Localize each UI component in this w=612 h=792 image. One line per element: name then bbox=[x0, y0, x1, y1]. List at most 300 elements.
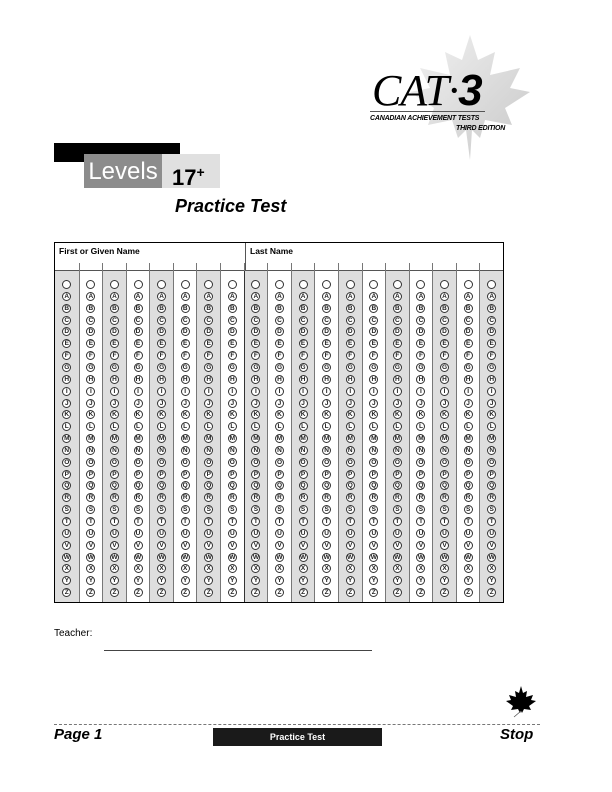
bubble-b[interactable]: B bbox=[393, 304, 402, 313]
bubble-h[interactable]: H bbox=[110, 375, 119, 384]
bubble-p[interactable]: P bbox=[228, 470, 237, 479]
bubble-u[interactable]: U bbox=[204, 529, 213, 538]
bubble-q[interactable]: Q bbox=[276, 482, 283, 490]
bubble-y[interactable]: Y bbox=[110, 576, 119, 585]
bubble-t[interactable]: T bbox=[440, 517, 449, 526]
bubble-d[interactable]: D bbox=[204, 327, 213, 336]
bubble-o[interactable]: O bbox=[229, 458, 235, 466]
bubble-q[interactable]: Q bbox=[371, 482, 377, 490]
bubble-v[interactable]: V bbox=[299, 541, 308, 550]
bubble-blank[interactable] bbox=[440, 280, 449, 289]
bubble-t[interactable]: T bbox=[346, 517, 355, 526]
bubble-d[interactable]: D bbox=[181, 327, 190, 336]
bubble-k[interactable]: K bbox=[110, 410, 119, 419]
bubble-i[interactable]: I bbox=[204, 387, 213, 396]
bubble-h[interactable]: H bbox=[181, 375, 190, 384]
bubble-s[interactable]: S bbox=[251, 505, 260, 514]
bubble-y[interactable]: Y bbox=[228, 576, 237, 585]
bubble-d[interactable]: D bbox=[322, 327, 331, 336]
bubble-x[interactable]: X bbox=[440, 564, 449, 573]
bubble-t[interactable]: T bbox=[228, 517, 237, 526]
bubble-blank[interactable] bbox=[204, 280, 213, 289]
bubble-b[interactable]: B bbox=[416, 304, 425, 313]
bubble-v[interactable]: V bbox=[62, 541, 71, 550]
bubble-p[interactable]: P bbox=[86, 470, 95, 479]
bubble-z[interactable]: Z bbox=[393, 588, 402, 597]
bubble-m[interactable]: M bbox=[488, 435, 495, 443]
bubble-blank[interactable] bbox=[134, 280, 143, 289]
bubble-n[interactable]: N bbox=[487, 446, 496, 455]
bubble-i[interactable]: I bbox=[393, 387, 402, 396]
bubble-x[interactable]: X bbox=[299, 564, 308, 573]
bubble-b[interactable]: B bbox=[251, 304, 260, 313]
bubble-e[interactable]: E bbox=[228, 339, 237, 348]
bubble-c[interactable]: C bbox=[275, 316, 284, 325]
bubble-z[interactable]: Z bbox=[416, 588, 425, 597]
bubble-s[interactable]: S bbox=[157, 505, 166, 514]
bubble-w[interactable]: W bbox=[87, 553, 94, 561]
bubble-g[interactable]: G bbox=[88, 363, 94, 371]
bubble-k[interactable]: K bbox=[393, 410, 402, 419]
bubble-s[interactable]: S bbox=[487, 505, 496, 514]
bubble-j[interactable]: J bbox=[464, 399, 473, 408]
bubble-s[interactable]: S bbox=[275, 505, 284, 514]
bubble-f[interactable]: F bbox=[416, 351, 425, 360]
bubble-q[interactable]: Q bbox=[111, 482, 117, 490]
bubble-f[interactable]: F bbox=[204, 351, 213, 360]
bubble-u[interactable]: U bbox=[110, 529, 119, 538]
bubble-f[interactable]: F bbox=[181, 351, 190, 360]
bubble-d[interactable]: D bbox=[416, 327, 425, 336]
bubble-i[interactable]: I bbox=[62, 387, 71, 396]
bubble-c[interactable]: C bbox=[228, 316, 237, 325]
bubble-l[interactable]: L bbox=[86, 422, 95, 431]
bubble-v[interactable]: V bbox=[416, 541, 425, 550]
bubble-h[interactable]: H bbox=[157, 375, 166, 384]
bubble-h[interactable]: H bbox=[440, 375, 449, 384]
bubble-m[interactable]: M bbox=[206, 435, 212, 443]
bubble-p[interactable]: P bbox=[393, 470, 402, 479]
bubble-t[interactable]: T bbox=[204, 517, 213, 526]
bubble-l[interactable]: L bbox=[204, 422, 213, 431]
bubble-b[interactable]: B bbox=[62, 304, 71, 313]
bubble-y[interactable]: Y bbox=[181, 576, 190, 585]
bubble-e[interactable]: E bbox=[181, 339, 190, 348]
bubble-s[interactable]: S bbox=[346, 505, 355, 514]
bubble-o[interactable]: O bbox=[489, 458, 495, 466]
bubble-a[interactable]: A bbox=[393, 292, 402, 301]
bubble-x[interactable]: X bbox=[346, 564, 355, 573]
bubble-x[interactable]: X bbox=[157, 564, 166, 573]
bubble-b[interactable]: B bbox=[181, 304, 190, 313]
bubble-g[interactable]: G bbox=[64, 363, 70, 371]
bubble-w[interactable]: W bbox=[394, 553, 401, 561]
bubble-b[interactable]: B bbox=[157, 304, 166, 313]
bubble-q[interactable]: Q bbox=[442, 482, 448, 490]
bubble-i[interactable]: I bbox=[275, 387, 284, 396]
bubble-b[interactable]: B bbox=[228, 304, 237, 313]
bubble-x[interactable]: X bbox=[464, 564, 473, 573]
bubble-i[interactable]: I bbox=[440, 387, 449, 396]
bubble-j[interactable]: J bbox=[416, 399, 425, 408]
bubble-d[interactable]: D bbox=[86, 327, 95, 336]
bubble-v[interactable]: V bbox=[369, 541, 378, 550]
bubble-d[interactable]: D bbox=[62, 327, 71, 336]
bubble-g[interactable]: G bbox=[206, 363, 212, 371]
bubble-i[interactable]: I bbox=[416, 387, 425, 396]
bubble-t[interactable]: T bbox=[299, 517, 308, 526]
bubble-z[interactable]: Z bbox=[251, 588, 260, 597]
bubble-s[interactable]: S bbox=[416, 505, 425, 514]
bubble-t[interactable]: T bbox=[62, 517, 71, 526]
bubble-f[interactable]: F bbox=[487, 351, 496, 360]
bubble-a[interactable]: A bbox=[487, 292, 496, 301]
bubble-s[interactable]: S bbox=[86, 505, 95, 514]
bubble-a[interactable]: A bbox=[464, 292, 473, 301]
bubble-u[interactable]: U bbox=[275, 529, 284, 538]
bubble-g[interactable]: G bbox=[324, 363, 330, 371]
bubble-t[interactable]: T bbox=[181, 517, 190, 526]
bubble-g[interactable]: G bbox=[489, 363, 495, 371]
bubble-s[interactable]: S bbox=[322, 505, 331, 514]
bubble-g[interactable]: G bbox=[111, 363, 117, 371]
bubble-f[interactable]: F bbox=[86, 351, 95, 360]
bubble-d[interactable]: D bbox=[440, 327, 449, 336]
bubble-t[interactable]: T bbox=[369, 517, 378, 526]
bubble-x[interactable]: X bbox=[275, 564, 284, 573]
bubble-c[interactable]: C bbox=[346, 316, 355, 325]
teacher-input-line[interactable] bbox=[104, 650, 372, 651]
bubble-d[interactable]: D bbox=[110, 327, 119, 336]
bubble-k[interactable]: K bbox=[228, 410, 237, 419]
bubble-b[interactable]: B bbox=[440, 304, 449, 313]
bubble-j[interactable]: J bbox=[487, 399, 496, 408]
bubble-v[interactable]: V bbox=[110, 541, 119, 550]
bubble-e[interactable]: E bbox=[346, 339, 355, 348]
bubble-w[interactable]: W bbox=[205, 553, 212, 561]
bubble-w[interactable]: W bbox=[158, 553, 165, 561]
bubble-g[interactable]: G bbox=[135, 363, 141, 371]
bubble-z[interactable]: Z bbox=[299, 588, 308, 597]
bubble-u[interactable]: U bbox=[251, 529, 260, 538]
bubble-n[interactable]: N bbox=[440, 446, 449, 455]
bubble-n[interactable]: N bbox=[346, 446, 355, 455]
bubble-h[interactable]: H bbox=[275, 375, 284, 384]
bubble-r[interactable]: R bbox=[487, 493, 496, 502]
bubble-h[interactable]: H bbox=[369, 375, 378, 384]
bubble-h[interactable]: H bbox=[62, 375, 71, 384]
bubble-v[interactable]: V bbox=[181, 541, 190, 550]
bubble-f[interactable]: F bbox=[464, 351, 473, 360]
bubble-d[interactable]: D bbox=[251, 327, 260, 336]
bubble-w[interactable]: W bbox=[63, 553, 70, 561]
bubble-c[interactable]: C bbox=[181, 316, 190, 325]
bubble-l[interactable]: L bbox=[346, 422, 355, 431]
bubble-e[interactable]: E bbox=[440, 339, 449, 348]
bubble-s[interactable]: S bbox=[204, 505, 213, 514]
bubble-j[interactable]: J bbox=[86, 399, 95, 408]
bubble-l[interactable]: L bbox=[110, 422, 119, 431]
bubble-l[interactable]: L bbox=[181, 422, 190, 431]
bubble-f[interactable]: F bbox=[322, 351, 331, 360]
bubble-w[interactable]: W bbox=[323, 553, 330, 561]
bubble-o[interactable]: O bbox=[324, 458, 330, 466]
bubble-q[interactable]: Q bbox=[489, 482, 495, 490]
bubble-i[interactable]: I bbox=[346, 387, 355, 396]
bubble-t[interactable]: T bbox=[251, 517, 260, 526]
bubble-f[interactable]: F bbox=[228, 351, 237, 360]
bubble-v[interactable]: V bbox=[464, 541, 473, 550]
bubble-i[interactable]: I bbox=[181, 387, 190, 396]
bubble-l[interactable]: L bbox=[369, 422, 378, 431]
bubble-k[interactable]: K bbox=[157, 410, 166, 419]
bubble-o[interactable]: O bbox=[276, 458, 283, 466]
bubble-x[interactable]: X bbox=[204, 564, 213, 573]
bubble-a[interactable]: A bbox=[134, 292, 143, 301]
bubble-q[interactable]: Q bbox=[182, 482, 188, 490]
bubble-c[interactable]: C bbox=[157, 316, 166, 325]
bubble-q[interactable]: Q bbox=[88, 482, 94, 490]
bubble-i[interactable]: I bbox=[134, 387, 143, 396]
bubble-i[interactable]: I bbox=[86, 387, 95, 396]
bubble-y[interactable]: Y bbox=[62, 576, 71, 585]
bubble-x[interactable]: X bbox=[416, 564, 425, 573]
bubble-blank[interactable] bbox=[157, 280, 166, 289]
bubble-j[interactable]: J bbox=[346, 399, 355, 408]
bubble-p[interactable]: P bbox=[110, 470, 119, 479]
bubble-u[interactable]: U bbox=[322, 529, 331, 538]
bubble-q[interactable]: Q bbox=[64, 482, 70, 490]
bubble-r[interactable]: R bbox=[110, 493, 119, 502]
bubble-w[interactable]: W bbox=[276, 553, 283, 561]
bubble-g[interactable]: G bbox=[300, 363, 306, 371]
bubble-n[interactable]: N bbox=[299, 446, 308, 455]
bubble-v[interactable]: V bbox=[228, 541, 237, 550]
bubble-q[interactable]: Q bbox=[418, 482, 424, 490]
bubble-a[interactable]: A bbox=[86, 292, 95, 301]
bubble-blank[interactable] bbox=[228, 280, 237, 289]
bubble-c[interactable]: C bbox=[464, 316, 473, 325]
bubble-m[interactable]: M bbox=[465, 435, 471, 443]
bubble-b[interactable]: B bbox=[322, 304, 331, 313]
bubble-l[interactable]: L bbox=[134, 422, 143, 431]
bubble-h[interactable]: H bbox=[393, 375, 402, 384]
bubble-z[interactable]: Z bbox=[487, 588, 496, 597]
bubble-w[interactable]: W bbox=[134, 553, 142, 561]
bubble-e[interactable]: E bbox=[464, 339, 473, 348]
bubble-t[interactable]: T bbox=[487, 517, 496, 526]
bubble-r[interactable]: R bbox=[62, 493, 71, 502]
bubble-k[interactable]: K bbox=[346, 410, 355, 419]
bubble-g[interactable]: G bbox=[347, 363, 353, 371]
bubble-p[interactable]: P bbox=[464, 470, 473, 479]
bubble-f[interactable]: F bbox=[157, 351, 166, 360]
bubble-u[interactable]: U bbox=[181, 529, 190, 538]
bubble-r[interactable]: R bbox=[322, 493, 331, 502]
bubble-h[interactable]: H bbox=[134, 375, 143, 384]
bubble-blank[interactable] bbox=[393, 280, 402, 289]
bubble-i[interactable]: I bbox=[464, 387, 473, 396]
bubble-c[interactable]: C bbox=[86, 316, 95, 325]
bubble-e[interactable]: E bbox=[110, 339, 119, 348]
bubble-r[interactable]: R bbox=[134, 493, 143, 502]
bubble-m[interactable]: M bbox=[182, 435, 188, 443]
bubble-a[interactable]: A bbox=[346, 292, 355, 301]
bubble-s[interactable]: S bbox=[134, 505, 143, 514]
bubble-j[interactable]: J bbox=[251, 399, 260, 408]
bubble-q[interactable]: Q bbox=[324, 482, 330, 490]
bubble-i[interactable]: I bbox=[110, 387, 119, 396]
bubble-z[interactable]: Z bbox=[322, 588, 331, 597]
bubble-f[interactable]: F bbox=[62, 351, 71, 360]
bubble-j[interactable]: J bbox=[134, 399, 143, 408]
bubble-p[interactable]: P bbox=[416, 470, 425, 479]
bubble-p[interactable]: P bbox=[62, 470, 71, 479]
bubble-r[interactable]: R bbox=[228, 493, 237, 502]
bubble-e[interactable]: E bbox=[204, 339, 213, 348]
bubble-a[interactable]: A bbox=[157, 292, 166, 301]
bubble-y[interactable]: Y bbox=[369, 576, 378, 585]
bubble-u[interactable]: U bbox=[157, 529, 166, 538]
bubble-a[interactable]: A bbox=[369, 292, 378, 301]
bubble-s[interactable]: S bbox=[181, 505, 190, 514]
bubble-u[interactable]: U bbox=[440, 529, 449, 538]
bubble-z[interactable]: Z bbox=[86, 588, 95, 597]
bubble-s[interactable]: S bbox=[299, 505, 308, 514]
bubble-r[interactable]: R bbox=[299, 493, 308, 502]
bubble-k[interactable]: K bbox=[251, 410, 260, 419]
bubble-j[interactable]: J bbox=[228, 399, 237, 408]
bubble-u[interactable]: U bbox=[134, 529, 143, 538]
bubble-t[interactable]: T bbox=[86, 517, 95, 526]
bubble-j[interactable]: J bbox=[110, 399, 119, 408]
bubble-v[interactable]: V bbox=[157, 541, 166, 550]
bubble-w[interactable]: W bbox=[370, 553, 377, 561]
bubble-blank[interactable] bbox=[299, 280, 308, 289]
bubble-k[interactable]: K bbox=[416, 410, 425, 419]
bubble-g[interactable]: G bbox=[394, 363, 400, 371]
bubble-y[interactable]: Y bbox=[134, 576, 143, 585]
bubble-m[interactable]: M bbox=[88, 435, 94, 443]
bubble-e[interactable]: E bbox=[369, 339, 378, 348]
bubble-t[interactable]: T bbox=[322, 517, 331, 526]
bubble-r[interactable]: R bbox=[251, 493, 260, 502]
bubble-d[interactable]: D bbox=[346, 327, 355, 336]
bubble-m[interactable]: M bbox=[158, 435, 165, 443]
bubble-o[interactable]: O bbox=[442, 458, 448, 466]
bubble-d[interactable]: D bbox=[275, 327, 284, 336]
bubble-u[interactable]: U bbox=[393, 529, 402, 538]
bubble-j[interactable]: J bbox=[369, 399, 378, 408]
bubble-j[interactable]: J bbox=[275, 399, 284, 408]
bubble-h[interactable]: H bbox=[464, 375, 473, 384]
bubble-i[interactable]: I bbox=[369, 387, 378, 396]
bubble-q[interactable]: Q bbox=[465, 482, 471, 490]
bubble-x[interactable]: X bbox=[62, 564, 71, 573]
bubble-j[interactable]: J bbox=[299, 399, 308, 408]
bubble-d[interactable]: D bbox=[464, 327, 473, 336]
bubble-l[interactable]: L bbox=[157, 422, 166, 431]
bubble-d[interactable]: D bbox=[487, 327, 496, 336]
bubble-z[interactable]: Z bbox=[62, 588, 71, 597]
bubble-n[interactable]: N bbox=[110, 446, 119, 455]
bubble-d[interactable]: D bbox=[299, 327, 308, 336]
bubble-x[interactable]: X bbox=[181, 564, 190, 573]
bubble-i[interactable]: I bbox=[299, 387, 308, 396]
bubble-p[interactable]: P bbox=[181, 470, 190, 479]
bubble-w[interactable]: W bbox=[229, 553, 236, 561]
bubble-a[interactable]: A bbox=[440, 292, 449, 301]
bubble-j[interactable]: J bbox=[181, 399, 190, 408]
bubble-r[interactable]: R bbox=[86, 493, 95, 502]
bubble-y[interactable]: Y bbox=[251, 576, 260, 585]
bubble-w[interactable]: W bbox=[252, 553, 259, 561]
bubble-g[interactable]: G bbox=[465, 363, 471, 371]
bubble-k[interactable]: K bbox=[275, 410, 284, 419]
bubble-blank[interactable] bbox=[416, 280, 425, 289]
bubble-v[interactable]: V bbox=[275, 541, 284, 550]
bubble-e[interactable]: E bbox=[62, 339, 71, 348]
bubble-x[interactable]: X bbox=[369, 564, 378, 573]
bubble-v[interactable]: V bbox=[204, 541, 213, 550]
bubble-k[interactable]: K bbox=[464, 410, 473, 419]
bubble-c[interactable]: C bbox=[134, 316, 143, 325]
bubble-l[interactable]: L bbox=[393, 422, 402, 431]
bubble-p[interactable]: P bbox=[134, 470, 143, 479]
bubble-b[interactable]: B bbox=[86, 304, 95, 313]
bubble-k[interactable]: K bbox=[181, 410, 190, 419]
bubble-w[interactable]: W bbox=[182, 553, 189, 561]
bubble-k[interactable]: K bbox=[134, 410, 143, 419]
bubble-g[interactable]: G bbox=[418, 363, 424, 371]
bubble-d[interactable]: D bbox=[228, 327, 237, 336]
bubble-y[interactable]: Y bbox=[157, 576, 166, 585]
bubble-r[interactable]: R bbox=[440, 493, 449, 502]
bubble-x[interactable]: X bbox=[393, 564, 402, 573]
bubble-z[interactable]: Z bbox=[440, 588, 449, 597]
bubble-e[interactable]: E bbox=[299, 339, 308, 348]
bubble-f[interactable]: F bbox=[346, 351, 355, 360]
bubble-g[interactable]: G bbox=[371, 363, 377, 371]
bubble-x[interactable]: X bbox=[110, 564, 119, 573]
bubble-a[interactable]: A bbox=[228, 292, 237, 301]
bubble-n[interactable]: N bbox=[369, 446, 378, 455]
bubble-o[interactable]: O bbox=[206, 458, 212, 466]
bubble-n[interactable]: N bbox=[416, 446, 425, 455]
bubble-l[interactable]: L bbox=[299, 422, 308, 431]
bubble-q[interactable]: Q bbox=[253, 482, 259, 490]
bubble-blank[interactable] bbox=[86, 280, 95, 289]
bubble-v[interactable]: V bbox=[393, 541, 402, 550]
bubble-j[interactable]: J bbox=[440, 399, 449, 408]
bubble-l[interactable]: L bbox=[62, 422, 71, 431]
bubble-t[interactable]: T bbox=[464, 517, 473, 526]
bubble-p[interactable]: P bbox=[157, 470, 166, 479]
bubble-f[interactable]: F bbox=[275, 351, 284, 360]
bubble-y[interactable]: Y bbox=[86, 576, 95, 585]
bubble-c[interactable]: C bbox=[204, 316, 213, 325]
bubble-l[interactable]: L bbox=[275, 422, 284, 431]
bubble-f[interactable]: F bbox=[134, 351, 143, 360]
bubble-g[interactable]: G bbox=[276, 363, 283, 371]
bubble-o[interactable]: O bbox=[111, 458, 117, 466]
bubble-u[interactable]: U bbox=[299, 529, 308, 538]
bubble-c[interactable]: C bbox=[62, 316, 71, 325]
bubble-q[interactable]: Q bbox=[206, 482, 212, 490]
bubble-d[interactable]: D bbox=[157, 327, 166, 336]
bubble-t[interactable]: T bbox=[416, 517, 425, 526]
bubble-z[interactable]: Z bbox=[157, 588, 166, 597]
